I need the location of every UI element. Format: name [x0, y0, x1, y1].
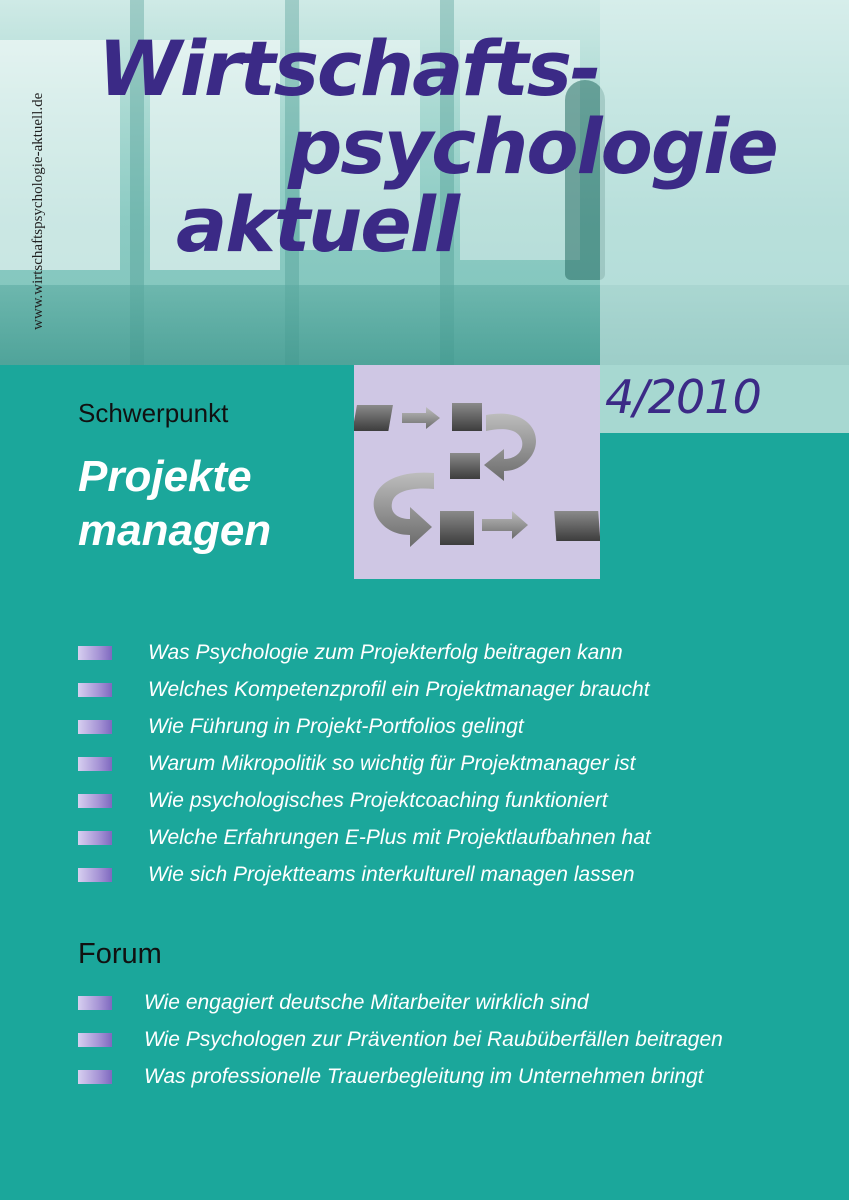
- process-flow-illustration: [354, 365, 600, 579]
- article-title: Was Psychologie zum Projekterfolg beitragen kann: [148, 640, 623, 664]
- process-flow-icon: [354, 365, 600, 579]
- list-item: [78, 984, 723, 1021]
- focus-label: Schwerpunkt: [78, 398, 229, 428]
- focus-title-line-1: Projekte: [78, 452, 252, 501]
- list-item: [78, 708, 651, 745]
- bullet-icon: [78, 646, 112, 660]
- list-item: [78, 745, 651, 782]
- bullet-icon: [78, 831, 112, 845]
- bullet-icon: [78, 720, 112, 734]
- magazine-title: [98, 24, 777, 269]
- forum-label: Forum: [78, 938, 162, 970]
- focus-title: [78, 450, 271, 558]
- list-item: [78, 1021, 723, 1058]
- forum-article-list: [78, 984, 723, 1095]
- title-line-3: aktuell: [176, 180, 458, 269]
- article-title: Welches Kompetenzprofil ein Projektmanager braucht: [148, 677, 650, 701]
- article-title: Wie psychologisches Projektcoaching funktioniert: [148, 788, 608, 812]
- focus-article-list: [78, 634, 651, 893]
- list-item: [78, 671, 651, 708]
- bullet-icon: [78, 683, 112, 697]
- list-item: [78, 819, 651, 856]
- bullet-icon: [78, 996, 112, 1010]
- article-title: Wie engagiert deutsche Mitarbeiter wirklich sind: [144, 990, 589, 1014]
- list-item: [78, 782, 651, 819]
- title-line-2: psychologie: [288, 102, 777, 191]
- bullet-icon: [78, 868, 112, 882]
- list-item: [78, 634, 651, 671]
- website-url: www.wirtschaftspsychologie-aktuell.de: [30, 92, 46, 330]
- bullet-icon: [78, 1033, 112, 1047]
- article-title: Was professionelle Trauerbegleitung im Unternehmen bringt: [144, 1064, 704, 1088]
- article-title: Warum Mikropolitik so wichtig für Projektmanager ist: [148, 751, 636, 775]
- title-line-1: Wirtschafts-: [98, 24, 600, 113]
- bullet-icon: [78, 1070, 112, 1084]
- article-title: Wie sich Projektteams interkulturell managen lassen: [148, 862, 635, 886]
- article-title: Wie Psychologen zur Prävention bei Raubüberfällen beitragen: [144, 1027, 723, 1051]
- article-title: Wie Führung in Projekt-Portfolios gelingt: [148, 714, 524, 738]
- article-title: Welche Erfahrungen E-Plus mit Projektlaufbahnen hat: [148, 825, 651, 849]
- issue-number: 4/2010: [605, 370, 761, 424]
- focus-title-line-2: managen: [78, 506, 272, 555]
- list-item: [78, 1058, 723, 1095]
- bullet-icon: [78, 757, 112, 771]
- list-item: [78, 856, 651, 893]
- bullet-icon: [78, 794, 112, 808]
